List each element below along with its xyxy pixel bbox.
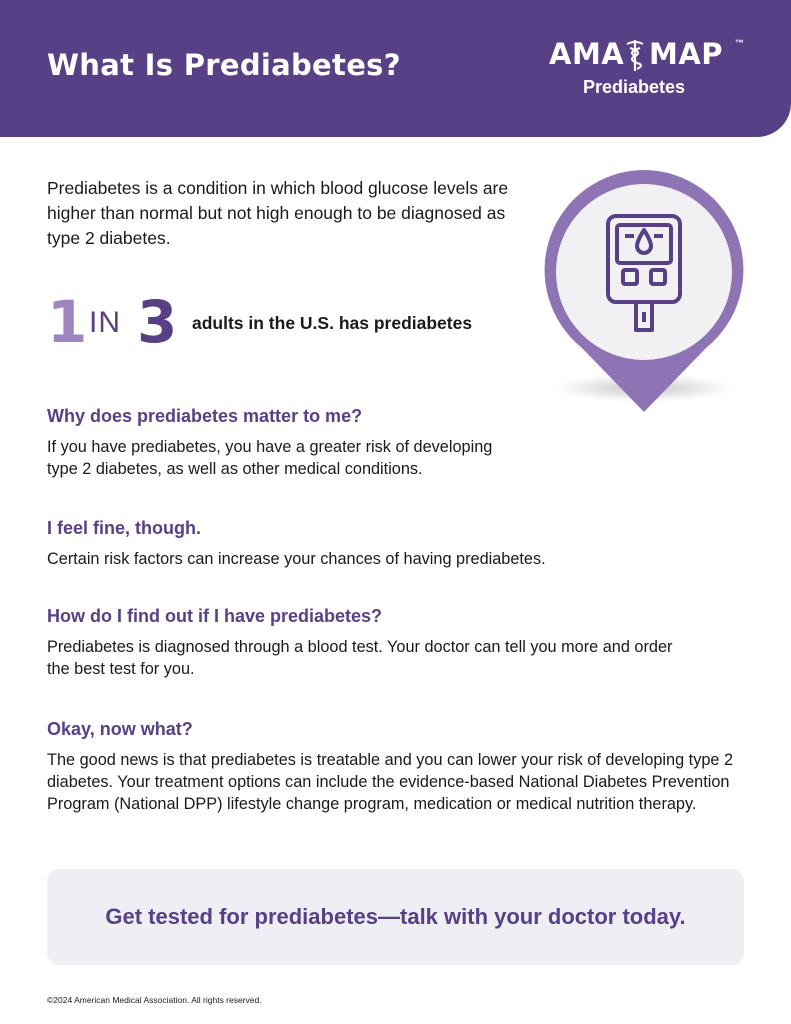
intro-paragraph: Prediabetes is a condition in which blood glucose levels are higher than normal but not high enough to be diagnosed as type 2 diabetes.	[47, 178, 509, 248]
call-to-action-box	[47, 869, 744, 965]
logo-trademark: ™	[735, 38, 744, 48]
faq-heading: Why does prediabetes matter to me?	[47, 406, 363, 426]
faq-section-why	[47, 404, 747, 480]
header-banner	[0, 0, 791, 137]
stat-description: adults in the U.S. has prediabetes	[192, 313, 473, 333]
faq-body: The good news is that prediabetes is treatable and you can lower your risk of developing type 2 diabetes. Your treatment options can include the evidence-based National Diabetes Prevention Program (National DPP) lifestyle change program, medication or medical nutrition therapy.	[47, 751, 734, 813]
logo-subtitle: Prediabetes	[583, 77, 686, 97]
faq-body: If you have prediabetes, you have a greater risk of developing type 2 diabetes, as well as other medical conditions.	[47, 438, 493, 478]
page-title: What Is Prediabetes?	[47, 48, 401, 82]
faq-heading: I feel fine, though.	[47, 518, 201, 538]
call-to-action-text: Get tested for prediabetes—talk with your doctor today.	[105, 904, 686, 929]
faq-heading: Okay, now what?	[47, 719, 193, 739]
caduceus-icon	[623, 38, 647, 72]
faq-body: Prediabetes is diagnosed through a blood test. Your doctor can tell you more and order the best test for you.	[47, 638, 673, 678]
faq-section-now-what	[47, 717, 747, 815]
ama-map-logo	[549, 36, 749, 100]
stat-number-one: 1	[47, 288, 88, 356]
location-pin-illustration	[538, 166, 750, 416]
logo-map-text: MAP	[649, 37, 724, 71]
logo-ama-text: AMA	[549, 37, 625, 71]
stat-in-label: IN	[89, 306, 121, 339]
faq-section-feel-fine	[47, 516, 747, 570]
faq-body: Certain risk factors can increase your chances of having prediabetes.	[47, 550, 546, 568]
stat-number-three: 3	[137, 288, 178, 356]
faq-heading: How do I find out if I have prediabetes?	[47, 606, 383, 626]
faq-section-find-out	[47, 604, 747, 680]
copyright-footer: ©2024 American Medical Association. All rights reserved.	[47, 995, 262, 1005]
